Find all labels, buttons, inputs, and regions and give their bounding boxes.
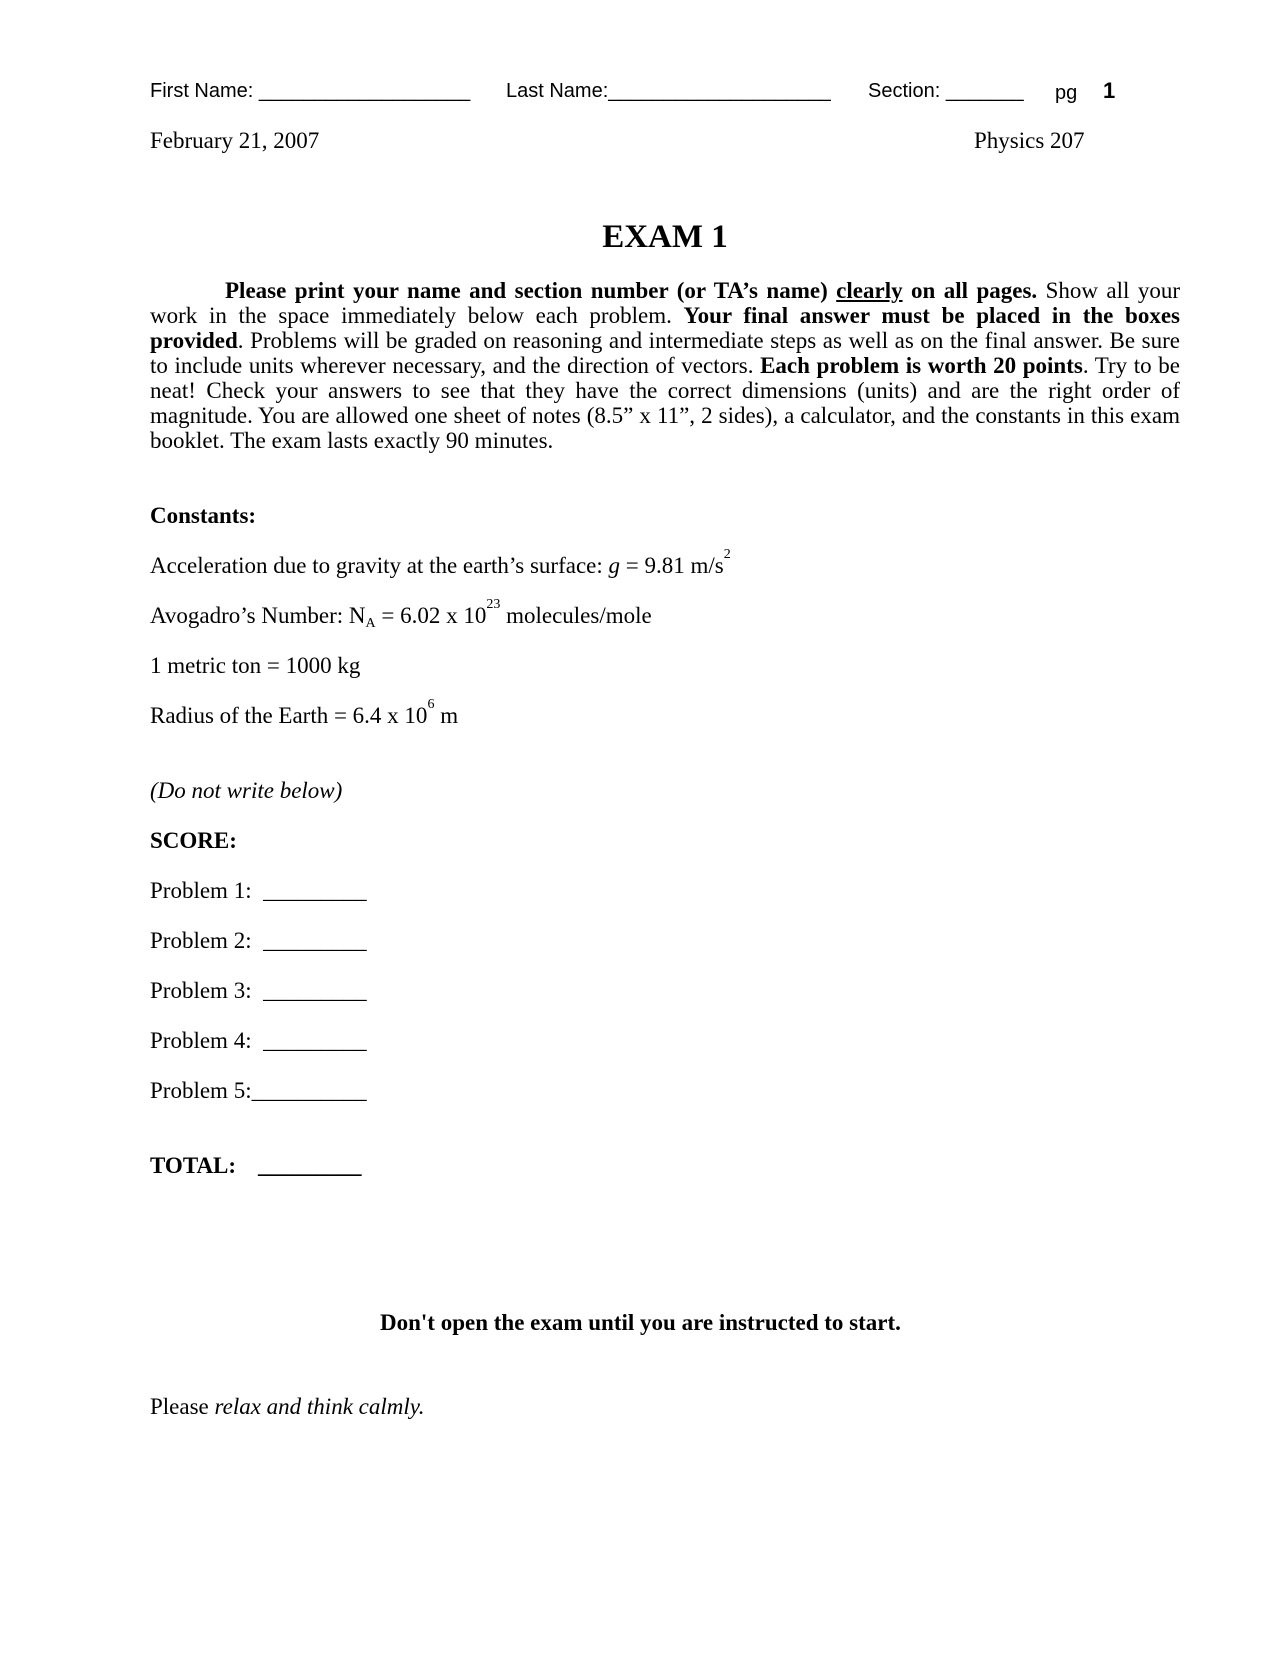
avogadro-unit: molecules/mole [500, 603, 652, 628]
gravity-value: = 9.81 m/s [625, 553, 724, 578]
score-problem-5: Problem 5:__________ [150, 1078, 367, 1103]
gravity-exponent: 2 [723, 547, 731, 562]
section-field: Section: _______ [868, 80, 1024, 102]
instructions-clearly: clearly [836, 278, 903, 303]
avogadro-label: Avogadro’s Number: N [150, 603, 366, 628]
page-title: EXAM 1 [602, 219, 728, 255]
score-problem-3: Problem 3: _________ [150, 978, 367, 1003]
instructions-grading: . Problems will be graded on reasoning and intermediate steps as well as on the final answer. Be sure to include units wherever necessary, and the direction of vectors. [150, 328, 1180, 378]
instructions-final-answer: Your final answer must be placed in the boxes provided [150, 303, 1180, 353]
radius-label: Radius of the Earth = 6.4 x 10 [150, 703, 428, 728]
score-problem-2: Problem 2: _________ [150, 928, 367, 953]
page-number: 1 [1103, 78, 1116, 103]
gravity-label: Acceleration due to gravity at the earth’s surface: [150, 553, 603, 578]
instructions-all-pages: on all pages. [911, 278, 1038, 303]
instructions-show-work: Show all your work in the space immediately below each problem. [150, 278, 1181, 328]
total-blank: _________ [258, 1153, 362, 1178]
avogadro-value: = 6.02 x 10 [375, 603, 487, 628]
constant-metric-ton: 1 metric ton = 1000 kg [150, 653, 361, 678]
exam-date: February 21, 2007 [150, 128, 320, 153]
total-label: TOTAL: [150, 1153, 237, 1178]
first-name-field: First Name: ___________________ [150, 80, 471, 102]
radius-unit: m [434, 703, 459, 728]
gravity-symbol: g [608, 553, 621, 578]
constants-heading: Constants: [150, 503, 257, 528]
instructions-rules: . Try to be neat! Check your answers to see that they have the correct dimensions (units) and are the right order of magnitude. You are allowed one sheet of notes (8.5” x 11”, 2 sides), a calculator, and the constants in this exam booklet. The exam lasts exactly 90 minutes. [150, 353, 1181, 453]
constant-earth-radius [150, 697, 459, 729]
constant-gravity [150, 547, 731, 579]
relax-italic: relax and think calmly. [214, 1394, 425, 1419]
instructions-points: Each problem is worth 20 points [760, 353, 1083, 378]
do-not-write-note: (Do not write below) [150, 778, 343, 803]
score-problem-4: Problem 4: _________ [150, 1028, 367, 1053]
score-heading: SCORE: [150, 828, 237, 853]
radius-exponent: 6 [427, 697, 435, 712]
course-name: Physics 207 [974, 128, 1085, 153]
page-label: pg [1055, 82, 1078, 104]
relax-prefix: Please [150, 1394, 215, 1419]
relax-note [150, 1394, 424, 1420]
instructions-paragraph [150, 278, 1180, 453]
avogadro-subscript: A [365, 616, 376, 631]
score-problem-1: Problem 1: _________ [150, 878, 367, 903]
avogadro-exponent: 23 [486, 597, 501, 612]
instructions-name-bold: Please print your name and section number (or TA’s name) [225, 278, 828, 303]
last-name-field: Last Name:____________________ [506, 80, 831, 102]
start-warning: Don't open the exam until you are instructed to start. [380, 1310, 901, 1335]
constant-avogadro [150, 597, 652, 631]
